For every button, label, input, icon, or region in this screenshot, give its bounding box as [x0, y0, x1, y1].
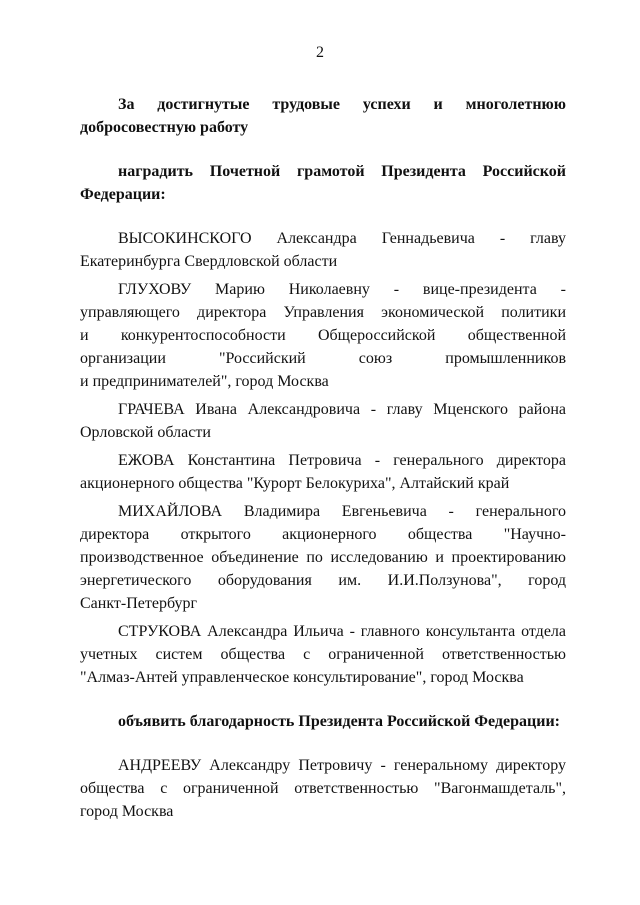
- awardee-line: Екатеринбурга Свердловской области: [80, 253, 338, 270]
- awardee-line: ГРАЧЕВА Ивана Александровича - главу Мценского района: [118, 401, 566, 418]
- awardee-line: "Алмаз-Антей управленческое консультирование", город Москва: [80, 669, 524, 686]
- awardee-line: Санкт-Петербург: [80, 595, 198, 612]
- awardee-line: директора открытого акционерного общества "Научно-: [80, 526, 566, 543]
- awardee-entry: [80, 500, 566, 615]
- awardee-list: [80, 227, 566, 689]
- awardee-line: ВЫСОКИНСКОГО Александра Геннадьевича - главу: [118, 230, 566, 247]
- awardee-line: управляющего директора Управления экономической политики: [80, 304, 566, 321]
- award-heading-line: Федерации:: [80, 186, 166, 203]
- awardee-line: и предпринимателей", город Москва: [80, 373, 329, 390]
- awardee-line: организации "Российский союз промышленников: [80, 350, 566, 367]
- awardee-entry: [80, 278, 566, 393]
- awardee-line: ГЛУХОВУ Марию Николаевну - вице-президента -: [118, 281, 566, 298]
- award-heading-line: наградить Почетной грамотой Президента Российской: [118, 163, 566, 180]
- awardee-line: производственное объединение по исследованию и проектированию: [80, 549, 566, 566]
- awardee-entry: [80, 227, 566, 273]
- gratitude-line: город Москва: [80, 803, 174, 820]
- awardee-line: учетных систем общества с ограниченной ответственностью: [80, 646, 566, 663]
- awardee-entry: [80, 398, 566, 444]
- awardee-entry: [80, 449, 566, 495]
- awardee-line: ЕЖОВА Константина Петровича - генерального директора: [118, 452, 566, 469]
- awardee-line: акционерного общества "Курорт Белокуриха", Алтайский край: [80, 475, 510, 492]
- awardee-line: МИХАЙЛОВА Владимира Евгеньевича - генерального: [118, 503, 566, 520]
- gratitude-line: общества с ограниченной ответственностью "Вагонмашдеталь",: [80, 780, 566, 797]
- awardee-line: и конкурентоспособности Общероссийской общественной: [80, 327, 566, 344]
- gratitude-line: АНДРЕЕВУ Александру Петровичу - генеральному директору: [118, 757, 566, 774]
- award-heading: [80, 160, 566, 206]
- intro-line: добросовестную работу: [80, 119, 249, 136]
- awardee-line: Орловской области: [80, 424, 211, 441]
- awardee-line: энергетического оборудования им. И.И.Ползунова", город: [80, 572, 566, 589]
- gratitude-entry: [80, 754, 566, 823]
- awardee-entry: [80, 620, 566, 689]
- gratitude-heading: [80, 710, 566, 733]
- page-number: 2: [316, 44, 324, 61]
- awardee-line: СТРУКОВА Александра Ильича - главного консультанта отдела: [118, 623, 566, 640]
- gratitude-list: [80, 754, 566, 823]
- intro-line: За достигнутые трудовые успехи и многолетнюю: [118, 96, 566, 113]
- intro-paragraph: [80, 93, 566, 139]
- decree-body: [80, 93, 566, 828]
- gratitude-heading-line: объявить благодарность Президента Российской Федерации:: [118, 713, 560, 730]
